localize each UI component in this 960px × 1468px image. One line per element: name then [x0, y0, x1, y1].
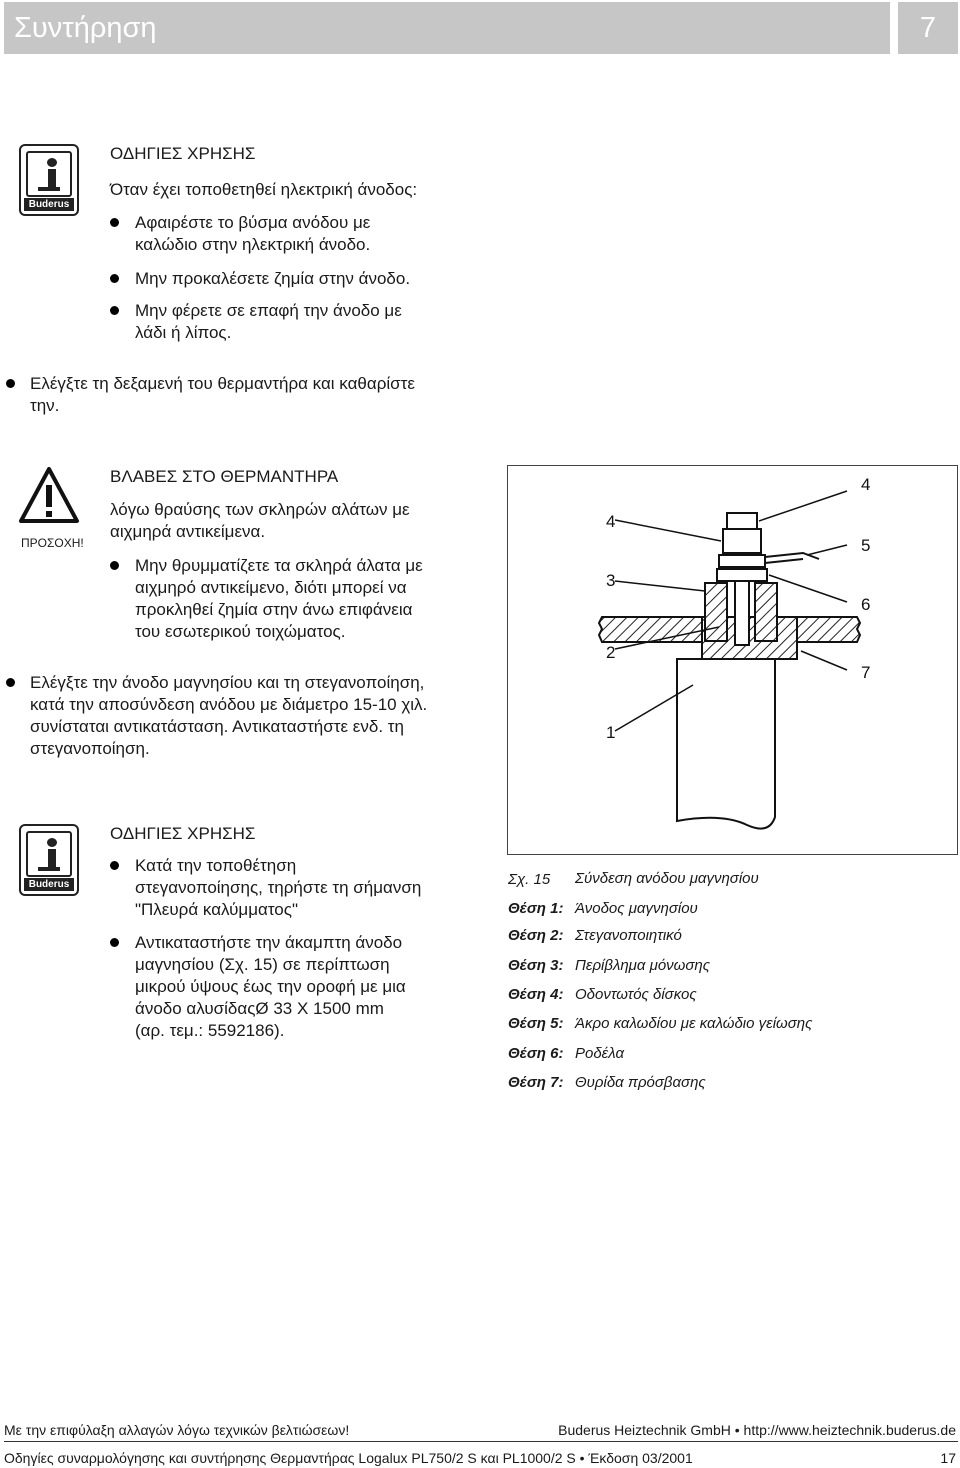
page-title: Συντήρηση — [14, 12, 157, 44]
info-icon — [19, 144, 79, 216]
step-text: Ελέγξτε την άνοδο μαγνησίου και τη στεγανοποίηση, κατά την αποσύνδεση ανόδου με διάμετρο 15-10 χιλ. συνίσταται αντικατάσταση. Αντικαταστήστε ενδ. τη στεγανοποίηση. — [30, 673, 428, 758]
warning-text: λόγω θραύσης των σκληρών αλάτων με αιχμηρά αντικείμενα. — [110, 500, 410, 541]
label-4-left: 4 — [606, 512, 616, 531]
bullet-dot — [110, 561, 119, 570]
info-icon — [19, 824, 79, 896]
warning-label: ΠΡΟΣΟΧΗ! — [21, 536, 84, 550]
footer-company: Buderus Heiztechnik GmbH • http://www.heiztechnik.buderus.de — [558, 1422, 956, 1438]
caption-item-text: Περίβλημα μόνωσης — [575, 957, 711, 974]
brand-label: Buderus — [24, 198, 74, 211]
bullet-text: Αντικαταστήστε την άκαμπτη άνοδο μαγνησίου (Σχ. 15) σε περίπτωση μικρού ύψους έως την οροφή με μια άνοδο αλυσίδαςØ 33 X 1500 mm (αρ. τεμ.: 5592186). — [135, 933, 406, 1040]
caption-item-label: Θέση 7: — [508, 1074, 564, 1091]
caption-item-label: Θέση 1: — [508, 900, 564, 917]
bullet-text: Κατά την τοποθέτηση στεγανοποίησης, τηρήστε τη σήμανση "Πλευρά καλύμματος" — [135, 856, 422, 919]
caption-item-text: Θυρίδα πρόσβασης — [575, 1074, 706, 1091]
figure-caption-text: Σύνδεση ανόδου μαγνησίου — [575, 870, 759, 887]
footer-disclaimer: Με την επιφύλαξη αλλαγών λόγω τεχνικών βελτιώσεων! — [4, 1422, 350, 1438]
bullet-dot — [6, 678, 15, 687]
figure-caption-title: Σχ. 15 — [508, 871, 551, 888]
label-3: 3 — [606, 571, 616, 590]
anode-diagram — [507, 465, 958, 855]
bullet-dot — [110, 306, 119, 315]
bullet-dot — [110, 938, 119, 947]
bullet-dot — [110, 861, 119, 870]
label-4-right: 4 — [861, 475, 871, 494]
chapter-number: 7 — [919, 12, 937, 44]
caption-item-label: Θέση 5: — [508, 1015, 564, 1032]
bullet-text: Αφαιρέστε το βύσμα ανόδου με καλώδιο στην ηλεκτρική άνοδο. — [135, 213, 371, 254]
caption-item-label: Θέση 2: — [508, 927, 564, 944]
footer-divider — [4, 1441, 958, 1442]
instructions-heading: ΟΔΗΓΙΕΣ ΧΡΗΣΗΣ — [110, 824, 256, 843]
warning-bullet-text: Μην θρυμματίζετε τα σκληρά άλατα με αιχμηρό αντικείμενο, διότι μπορεί να προκληθεί ζημία στην άνω επιφάνεια του εσωτερικού τοιχώματος. — [135, 556, 423, 641]
page-number: 17 — [940, 1450, 956, 1466]
caption-item-text: Στεγανοποιητικό — [575, 927, 682, 944]
label-6: 6 — [861, 595, 871, 614]
brand-label: Buderus — [24, 878, 74, 891]
caption-item-label: Θέση 3: — [508, 957, 564, 974]
caption-item-text: Άνοδος μαγνησίου — [575, 900, 698, 917]
header-bar — [4, 2, 890, 54]
instructions-intro: Όταν έχει τοποθετηθεί ηλεκτρική άνοδος: — [110, 180, 418, 199]
label-1: 1 — [606, 723, 616, 742]
caption-item-text: Οδοντωτός δίσκος — [575, 986, 697, 1003]
bullet-text: Μην προκαλέσετε ζημία στην άνοδο. — [135, 269, 411, 288]
label-5: 5 — [861, 536, 871, 555]
step-text: Ελέγξτε τη δεξαμενή του θερμαντήρα και καθαρίστε την. — [30, 374, 415, 415]
caption-item-label: Θέση 4: — [508, 986, 564, 1003]
footer-document-title: Οδηγίες συναρμολόγησης και συντήρησης Θερμαντήρας Logalux PL750/2 S και PL1000/2 S • Έκδοση 03/2001 — [4, 1450, 693, 1466]
warning-heading: ΒΛΑΒΕΣ ΣΤΟ ΘΕΡΜΑΝΤΗΡΑ — [110, 467, 339, 486]
label-7: 7 — [861, 663, 871, 682]
caption-item-label: Θέση 6: — [508, 1045, 564, 1062]
caption-item-text: Ροδέλα — [575, 1045, 624, 1062]
caption-item-text: Άκρο καλωδίου με καλώδιο γείωσης — [575, 1015, 813, 1032]
bullet-text: Μην φέρετε σε επαφή την άνοδο με λάδι ή λίπος. — [135, 301, 402, 342]
label-2: 2 — [606, 643, 616, 662]
chapter-box — [898, 2, 958, 54]
warning-icon — [18, 465, 80, 527]
instructions-heading: ΟΔΗΓΙΕΣ ΧΡΗΣΗΣ — [110, 144, 256, 163]
bullet-dot — [110, 274, 119, 283]
bullet-dot — [110, 218, 119, 227]
bullet-dot — [6, 379, 15, 388]
